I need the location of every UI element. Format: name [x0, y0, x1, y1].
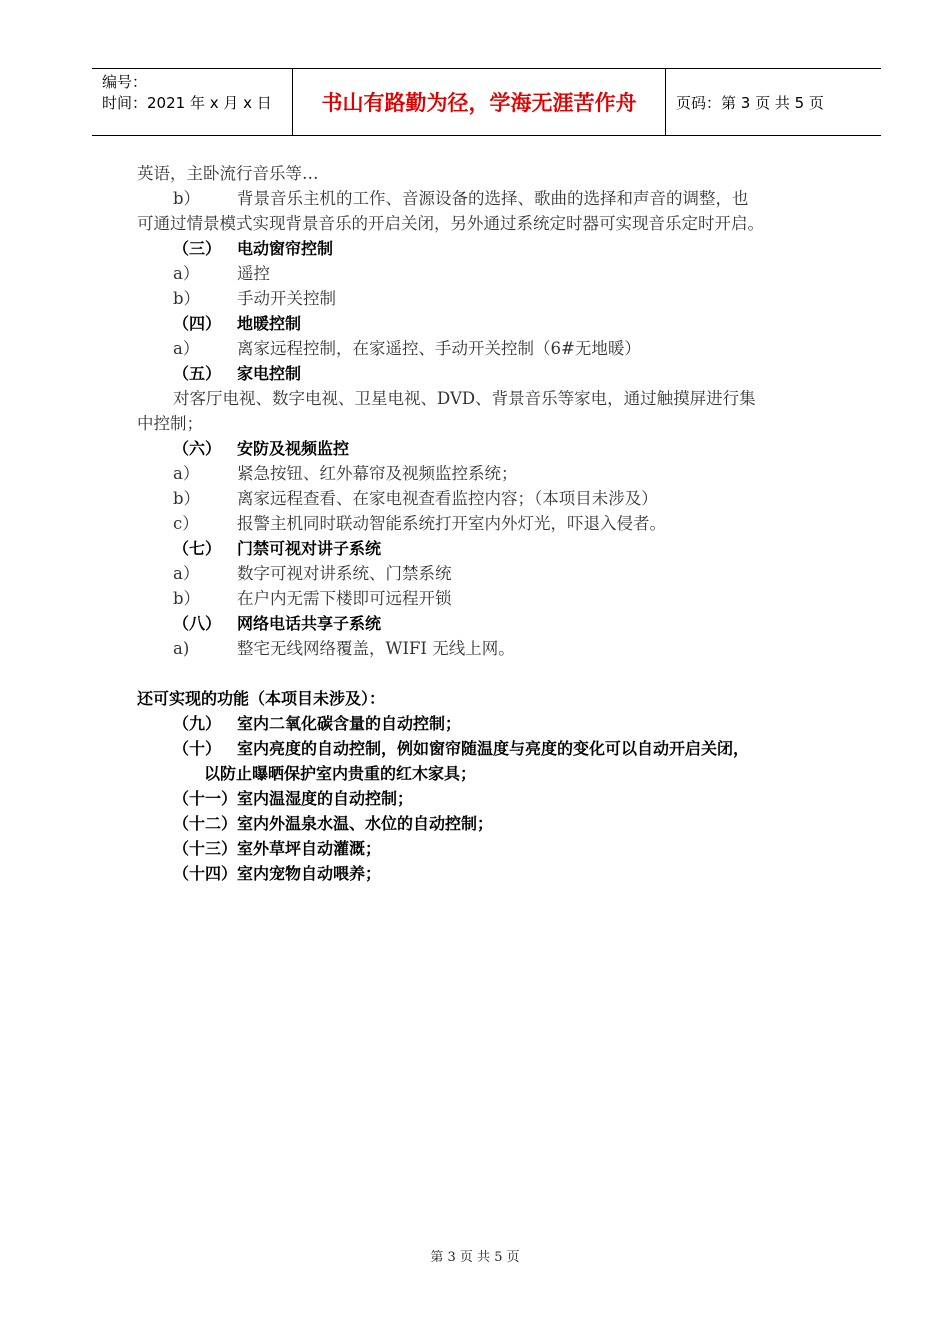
item-text: 离家远程控制，在家遥控、手动开关控制（6#无地暖） — [237, 339, 641, 358]
section-8-num: （八） — [173, 614, 222, 633]
section-5-title: 家电控制 — [237, 364, 302, 383]
para-b-rest: 可通过情景模式实现背景音乐的开启关闭，另外通过系统定时器可实现音乐定时开启。 — [137, 214, 764, 233]
section-7-heading — [137, 536, 842, 561]
section-4-heading — [137, 311, 842, 336]
item-text: 手动开关控制 — [237, 289, 336, 308]
section-7-item-b — [137, 586, 842, 611]
extra-item-11 — [137, 786, 842, 811]
item-text: 报警主机同时联动智能系统打开室内外灯光，吓退入侵者。 — [237, 514, 666, 533]
section-3-item-b — [137, 286, 842, 311]
item-text: 整宅无线网络覆盖，WIFI 无线上网。 — [237, 639, 515, 658]
item-text: 紧急按钮、红外幕帘及视频监控系统； — [237, 464, 518, 483]
item-label: a) — [173, 639, 190, 658]
header-page-info: 页码：第 3 页 共 5 页 — [676, 93, 824, 112]
item-label: （九） — [173, 714, 222, 733]
item-text: 离家远程查看、在家电视查看监控内容；（本项目未涉及） — [237, 489, 658, 508]
extra-item-14 — [137, 861, 842, 886]
time-label: 时间：2021 年 x 月 x 日 — [102, 94, 272, 112]
para-b-first — [137, 186, 842, 211]
section-5-text-first — [137, 386, 842, 411]
para-b-text: 背景音乐主机的工作、音源设备的选择、歌曲的选择和声音的调整，也 — [237, 189, 749, 208]
section-3-num: （三） — [173, 239, 222, 258]
extra-item-13 — [137, 836, 842, 861]
item-text: 室内二氧化碳含量的自动控制； — [237, 714, 462, 733]
number-label: 编号： — [102, 73, 148, 91]
extra-item-9 — [137, 711, 842, 736]
section-8-heading — [137, 611, 842, 636]
section-6-num: （六） — [173, 439, 222, 458]
section-6-item-c — [137, 511, 842, 536]
item-label: a） — [173, 264, 200, 283]
item-text: （十四）室内宠物自动喂养； — [173, 864, 382, 883]
item-label: a） — [173, 564, 200, 583]
document-body — [137, 161, 842, 886]
intro-line: 英语，主卧流行音乐等… — [137, 164, 319, 183]
section-3-title: 电动窗帘控制 — [237, 239, 334, 258]
item-text: （十三）室外草坪自动灌溉； — [173, 839, 382, 858]
item-label: b） — [173, 589, 201, 608]
item-label: b） — [173, 289, 201, 308]
item-text: 以防止曝晒保护室内贵重的红木家具； — [204, 764, 477, 783]
extra-item-10 — [137, 736, 842, 761]
section-4-num: （四） — [173, 314, 222, 333]
item-label: b） — [173, 489, 201, 508]
section-3-heading — [137, 236, 842, 261]
item-label: a） — [173, 339, 200, 358]
item-label: （十） — [173, 739, 222, 758]
section-6-item-b — [137, 486, 842, 511]
section-5-text: 对客厅电视、数字电视、卫星电视、DVD、背景音乐等家电，通过触摸屏进行集 — [173, 389, 756, 408]
section-6-heading — [137, 436, 842, 461]
item-text: 在户内无需下楼即可远程开锁 — [237, 589, 452, 608]
section-6-title: 安防及视频监控 — [237, 439, 350, 458]
item-text: 遥控 — [237, 264, 270, 283]
section-3-item-a — [137, 261, 842, 286]
spacer — [137, 661, 842, 686]
item-label: c） — [173, 514, 199, 533]
section-8-item-a — [137, 636, 842, 661]
header-motto: 书山有路勤为径，学海无涯苦作舟 — [293, 69, 666, 135]
page-header — [92, 68, 881, 136]
item-text: （十二）室内外温泉水温、水位的自动控制； — [173, 814, 494, 833]
header-meta — [92, 69, 293, 135]
section-7-title: 门禁可视对讲子系统 — [237, 539, 382, 558]
section-5-num: （五） — [173, 364, 222, 383]
section-5-text-rest: 中控制； — [137, 414, 203, 433]
page-footer: 第 3 页 共 5 页 — [430, 1250, 520, 1265]
section-8-title: 网络电话共享子系统 — [237, 614, 382, 633]
para-b-label: b） — [173, 189, 201, 208]
section-4-item-a — [137, 336, 842, 361]
extra-item-12 — [137, 811, 842, 836]
item-text: 室内亮度的自动控制，例如窗帘随温度与亮度的变化可以自动开启关闭， — [237, 739, 750, 758]
section-5-heading — [137, 361, 842, 386]
item-text: 数字可视对讲系统、门禁系统 — [237, 564, 452, 583]
section-6-item-a — [137, 461, 842, 486]
extra-functions-title: 还可实现的功能（本项目未涉及）： — [137, 689, 386, 708]
section-4-title: 地暖控制 — [237, 314, 302, 333]
extra-item-10-cont — [137, 761, 842, 786]
section-7-item-a — [137, 561, 842, 586]
item-label: a） — [173, 464, 200, 483]
section-7-num: （七） — [173, 539, 222, 558]
item-text: （十一）室内温湿度的自动控制； — [173, 789, 414, 808]
